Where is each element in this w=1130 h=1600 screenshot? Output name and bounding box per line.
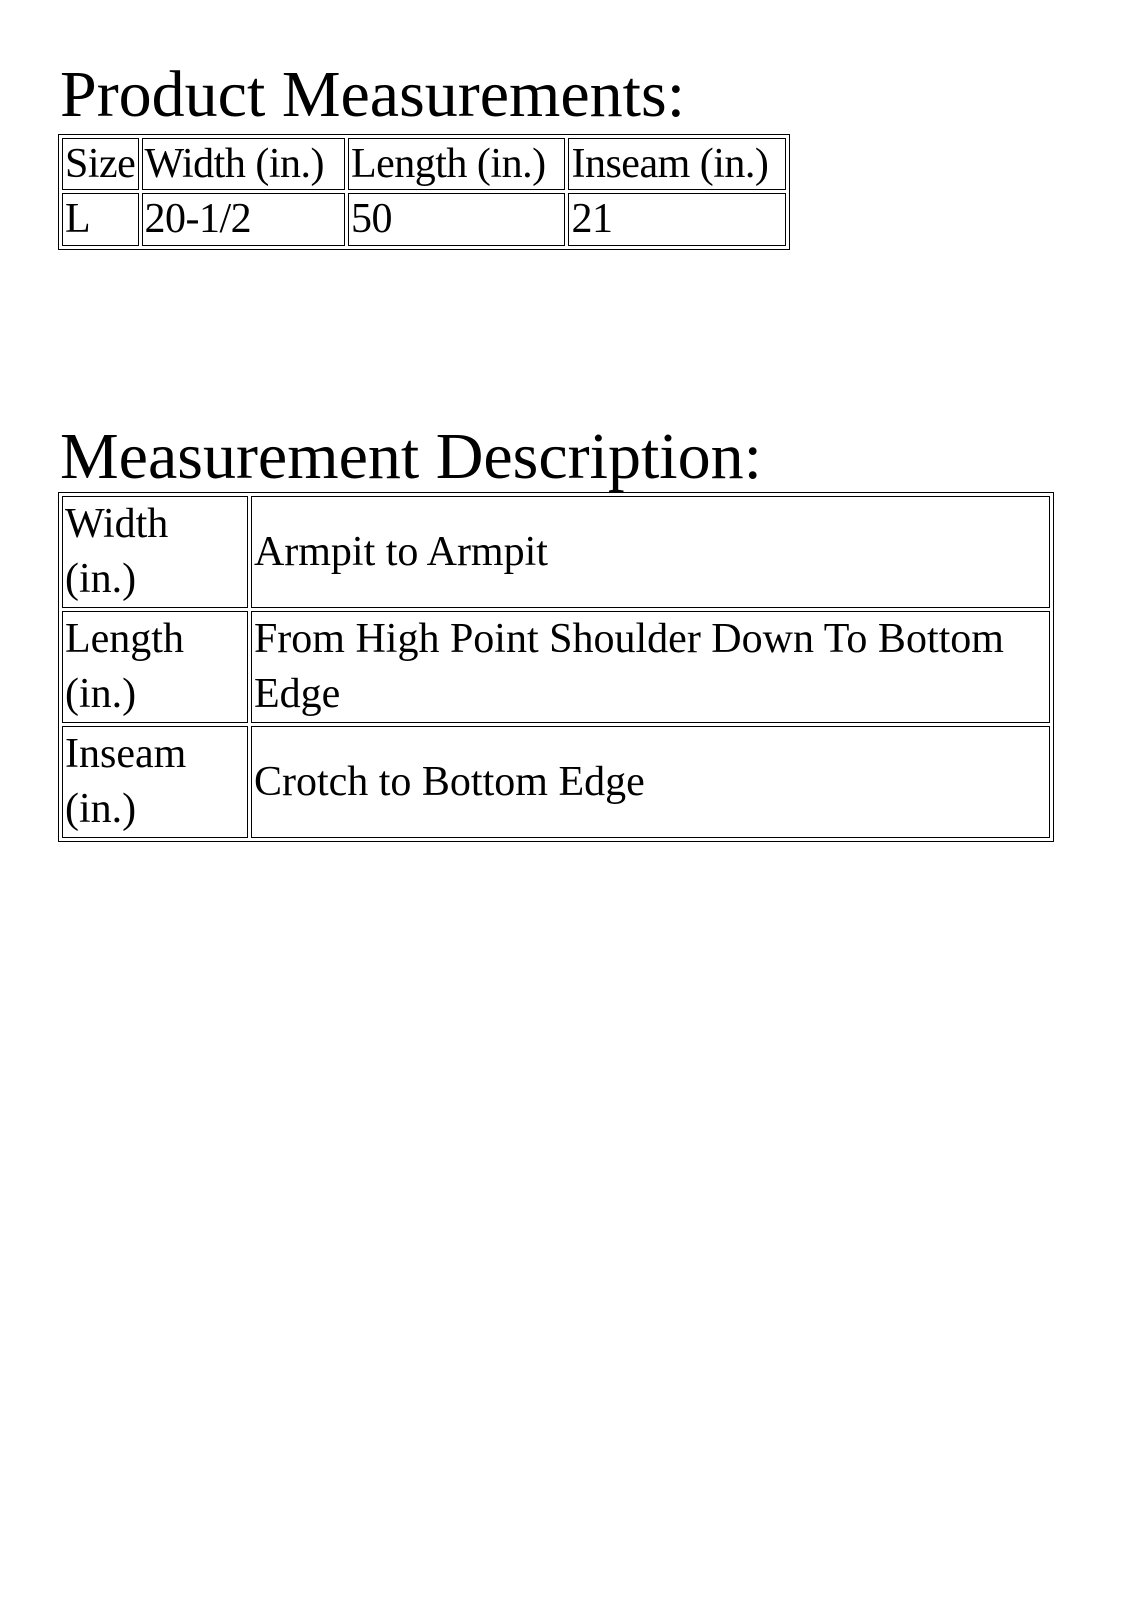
header-width: Width (in.) — [142, 138, 345, 190]
description-cell: From High Point Shoulder Down To Bottom Edge — [251, 611, 1050, 723]
table-row — [62, 611, 1050, 723]
description-cell: Crotch to Bottom Edge — [251, 726, 1050, 838]
header-inseam: Inseam (in.) — [568, 138, 786, 190]
cell-inseam: 21 — [568, 193, 786, 245]
cell-size: L — [62, 193, 139, 245]
term-cell: Length (in.) — [62, 611, 248, 723]
product-measurements-table — [58, 134, 790, 250]
header-size: Size — [62, 138, 139, 190]
table-row — [62, 726, 1050, 838]
cell-width: 20-1/2 — [142, 193, 345, 245]
measurement-description-heading: Measurement Description: — [60, 420, 762, 493]
table-row — [62, 193, 786, 245]
description-cell: Armpit to Armpit — [251, 496, 1050, 608]
product-measurements-heading: Product Measurements: — [60, 58, 686, 131]
term-cell: Width (in.) — [62, 496, 248, 608]
header-length: Length (in.) — [348, 138, 566, 190]
term-cell: Inseam (in.) — [62, 726, 248, 838]
measurement-description-table — [58, 492, 1054, 842]
table-header-row — [62, 138, 786, 190]
cell-length: 50 — [348, 193, 566, 245]
table-row — [62, 496, 1050, 608]
